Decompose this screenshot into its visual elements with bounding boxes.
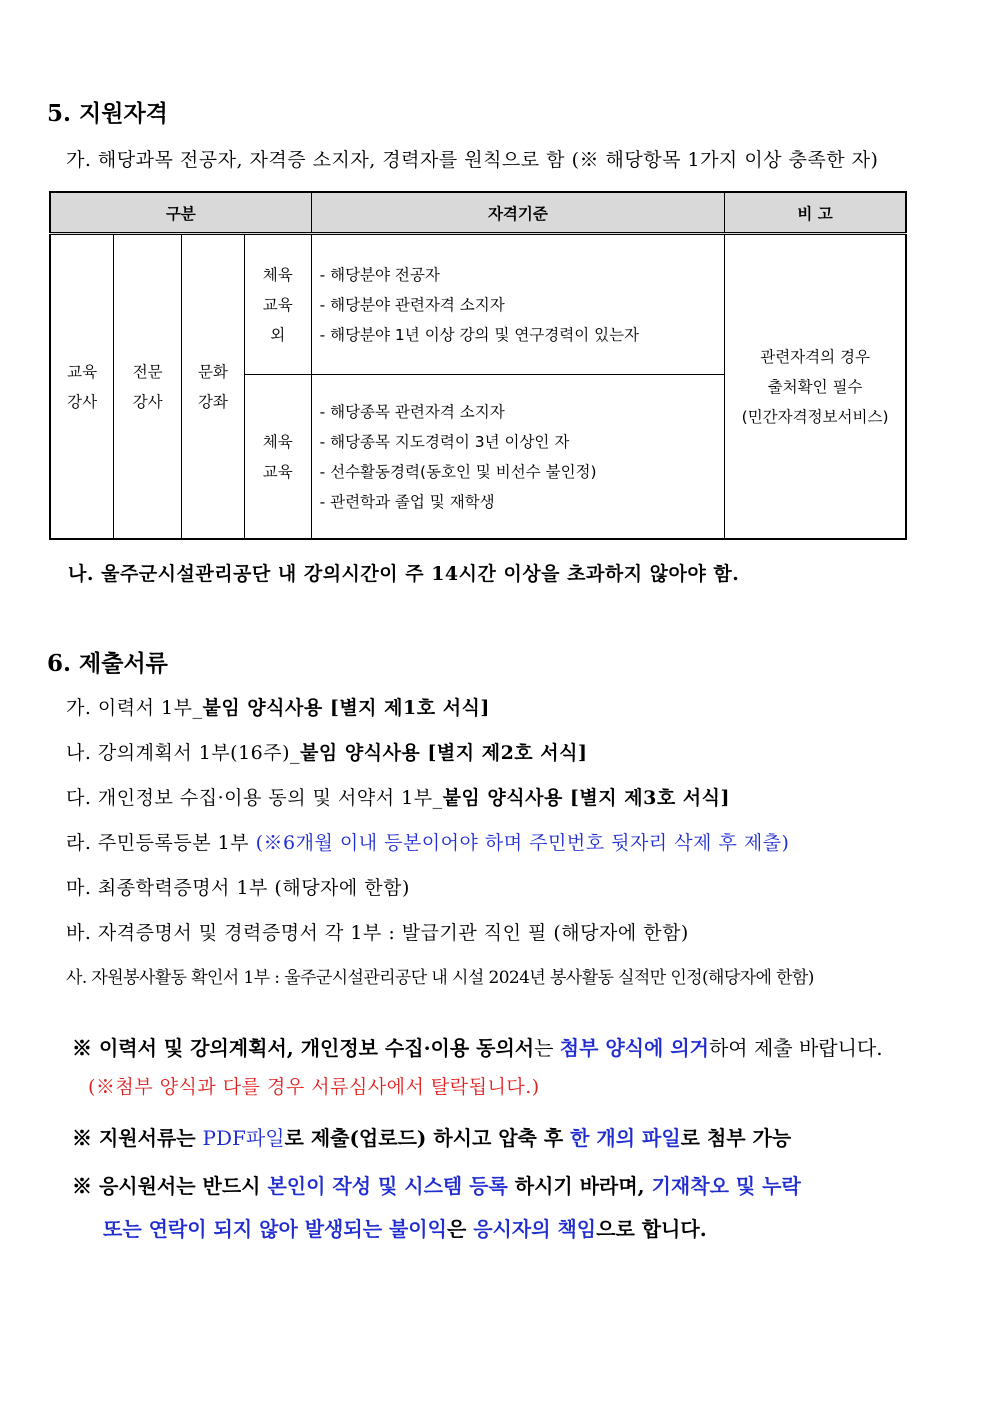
criteria-item: - 해당종목 지도경력이 3년 이상인 자 <box>319 432 570 451</box>
section5-title: 5. 지원자격 <box>47 100 168 127</box>
category-education-instructor: 교육 강사 <box>50 234 114 540</box>
qualification-principle: 가. 해당과목 전공자, 자격증 소지자, 경력자를 원칙으로 함 (※ 해당항목 1가지 이상 충족한 자) <box>66 149 879 171</box>
note-applicant-responsibility-cont: 또는 연락이 되지 않아 발생되는 불이익은 응시자의 책임으로 합니다. <box>103 1217 707 1241</box>
doc-item-volunteer-certificate: 사. 자원봉사활동 확인서 1부 : 울주군시설관리공단 내 시설 2024년 봉사활동 실적만 인정(해당자에 한함) <box>66 968 814 988</box>
header-criteria: 자격기준 <box>311 192 725 234</box>
note-pdf-upload: ※ 지원서류는 PDF파일로 제출(업로드) 하시고 압축 후 한 개의 파일로 첨부 가능 <box>72 1126 792 1150</box>
criteria-item: - 해당종목 관련자격 소지자 <box>319 402 505 421</box>
category-professional-instructor: 전문 강사 <box>114 234 182 540</box>
doc-item-license-career-certificate: 바. 자격증명서 및 경력증명서 각 1부 : 발급기관 직인 필 (해당자에 한함) <box>66 922 689 944</box>
doc-item-education-certificate: 마. 최종학력증명서 1부 (해당자에 한함) <box>66 877 410 899</box>
note-form-warning: (※첨부 양식과 다를 경우 서류심사에서 탈락됩니다.) <box>88 1076 540 1098</box>
doc-item-lecture-plan: 나. 강의계획서 1부(16주)_붙임 양식사용 [별지 제2호 서식] <box>66 742 588 764</box>
criteria-sports <box>311 375 725 540</box>
header-category: 구분 <box>50 192 311 234</box>
criteria-item: - 해당분야 관련자격 소지자 <box>319 295 505 314</box>
doc-item-privacy-consent: 다. 개인정보 수집·이용 동의 및 서약서 1부_붙임 양식사용 [별지 제3호 서식] <box>66 787 730 809</box>
lecture-hours-limit: 나. 울주군시설관리공단 내 강의시간이 주 14시간 이상을 초과하지 않아야 함. <box>68 563 740 585</box>
qualification-table <box>49 191 907 540</box>
criteria-item: - 해당분야 1년 이상 강의 및 연구경력이 있는자 <box>319 325 640 344</box>
doc-item-resume: 가. 이력서 1부_붙임 양식사용 [별지 제1호 서식] <box>66 697 490 719</box>
subcategory-sports: 체육 교육 <box>244 375 311 540</box>
section6-title: 6. 제출서류 <box>47 650 168 677</box>
doc-item-resident-registration: 라. 주민등록등본 1부 (※6개월 이내 등본이어야 하며 주민번호 뒷자리 삭제 후 제출) <box>66 832 790 854</box>
subcategory-non-sports: 체육 교육 외 <box>244 234 311 375</box>
note-cell: 관련자격의 경우 출처확인 필수 (민간자격정보서비스) <box>725 234 906 540</box>
criteria-item: - 해당분야 전공자 <box>319 265 440 284</box>
criteria-non-sports <box>311 234 725 375</box>
category-culture-course: 문화 강좌 <box>182 234 245 540</box>
note-applicant-responsibility: ※ 응시원서는 반드시 본인이 작성 및 시스템 등록 하시기 바라며, 기재착오 및 누락 <box>72 1174 801 1198</box>
note-form-usage: ※ 이력서 및 강의계획서, 개인정보 수집·이용 동의서는 첨부 양식에 의거하여 제출 바랍니다. <box>72 1036 883 1060</box>
criteria-item: - 선수활동경력(동호인 및 비선수 불인정) <box>319 462 597 481</box>
header-note: 비 고 <box>725 192 906 234</box>
criteria-item: - 관련학과 졸업 및 재학생 <box>319 492 495 511</box>
